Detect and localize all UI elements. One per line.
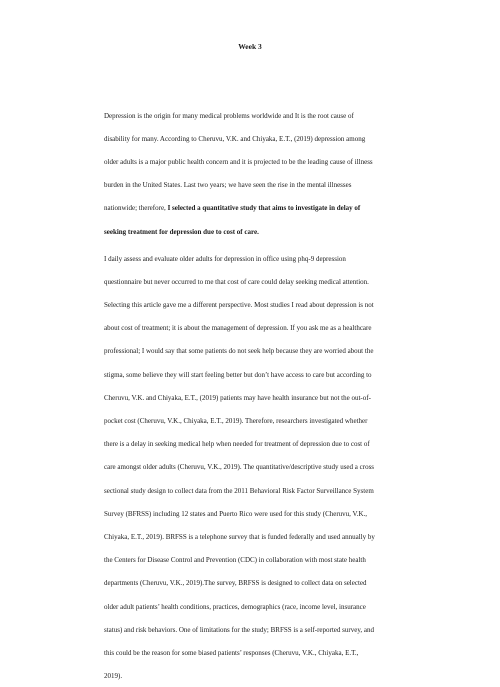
text-line: status) and risk behaviors. One of limitations for the study; BRFSS is a self-reported survey, and [104,625,374,634]
text-line: professional; I would say that some patients do not seek help because they are worried about the [104,347,374,356]
text-line: the Centers for Disease Control and Prevention (CDC) in collaboration with most state health [104,556,366,565]
text-line: questionnaire but never occurred to me that cost of care could delay seeking medical attention. [104,277,369,286]
page-title: Week 3 [238,42,262,51]
text-line: nationwide; therefore, [104,204,168,213]
text-line: care amongst older adults (Cheruvu, V.K., 2019). The quantitative/descriptive study used a cross [104,463,375,472]
text-line: this could be the reason for some biased patients’ responses (Cheruvu, V.K., Chiyaka, E.T., [104,648,359,657]
text-line: there is a delay in seeking medical help when needed for treatment of depression due to cost of [104,440,370,449]
text-line: about cost of treatment; it is about the management of depression. If you ask me as a healthcare [104,324,372,333]
bold-statement-part2: seeking treatment for depression due to cost of care. [104,227,259,236]
paragraph-intro [104,99,400,238]
text-line: stigma, some believe they will start feeling better but don’t have access to care but according to [104,370,372,379]
paragraph-discussion [104,242,400,683]
bold-statement-part1: I selected a quantitative study that aims to investigate in delay of [167,204,361,213]
text-line: disability for many. According to Cheruvu, V.K. and Chiyaka, E.T., (2019) depression among [104,134,366,143]
text-line: Survey (BFRSS) including 12 states and Puerto Rico were used for this study (Cheruvu, V.K., [104,509,368,518]
text-line: sectional study design to collect data from the 2011 Behavioral Risk Factor Surveillance System [104,486,374,495]
text-line: 2019). [104,672,123,681]
text-line: departments (Cheruvu, V.K., 2019).The survey, BRFSS is designed to collect data on selected [104,579,367,588]
text-line: older adult patients’ health conditions, practices, demographics (race, income level, insurance [104,602,366,611]
text-line: Chiyaka, E.T., 2019). BRFSS is a telephone survey that is funded federally and used annually by [104,532,375,541]
text-line: burden in the United States. Last two years; we have seen the rise in the mental illnesses [104,181,352,190]
document-body [104,99,400,687]
text-line: I daily assess and evaluate older adults for depression in office using phq-9 depression [104,254,346,263]
text-line: Depression is the origin for many medical problems worldwide and It is the root cause of [104,111,354,120]
text-line: pocket cost (Cheruvu, V.K., Chiyaka, E.T., 2019). Therefore, researchers investigated whether [104,417,368,426]
text-line: Cheruvu, V.K. and Chiyaka, E.T., (2019) patients may have health insurance but not the out-of- [104,393,371,402]
text-line: older adults is a major public health concern and it is projected to be the leading cause of illness [104,157,373,166]
text-line: Selecting this article gave me a different perspective. Most studies I read about depression is not [104,301,374,310]
